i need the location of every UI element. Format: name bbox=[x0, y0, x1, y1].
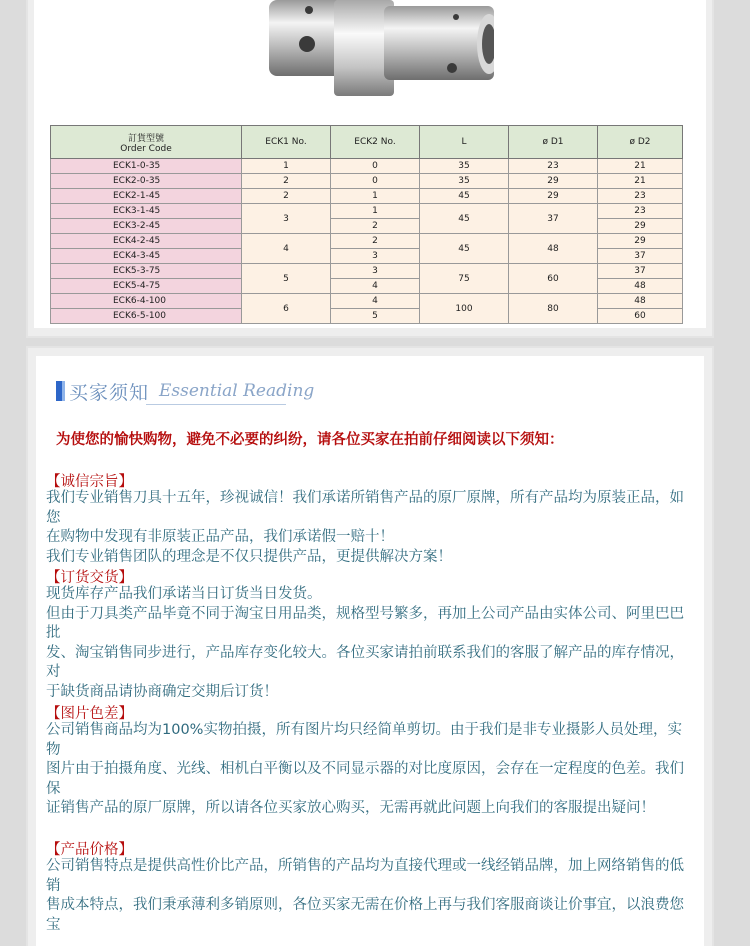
table-row bbox=[51, 159, 683, 174]
notice-title-cn: 买家须知 bbox=[69, 381, 150, 404]
cell-eck1: 1 bbox=[242, 159, 331, 174]
header-d1: ø D1 bbox=[509, 126, 598, 159]
cell-eck1: 5 bbox=[242, 264, 331, 294]
cell-d1: 60 bbox=[509, 264, 598, 294]
cell-eck2: 3 bbox=[331, 264, 420, 279]
notice-header bbox=[56, 378, 314, 404]
section-title: 【图片色差】 bbox=[46, 706, 133, 722]
cell-l: 35 bbox=[420, 159, 509, 174]
section-line: 现货库存产品我们承诺当日订货当日发货。 bbox=[46, 586, 322, 602]
header-underline bbox=[146, 404, 286, 405]
cell-eck2: 2 bbox=[331, 234, 420, 249]
cell-l: 45 bbox=[420, 189, 509, 204]
section-line: 我们专业销售团队的理念是不仅只提供产品，更提供解决方案！ bbox=[46, 548, 452, 565]
section-line: 于缺货商品请协商确定交期后订货！ bbox=[46, 683, 278, 700]
cell-l: 35 bbox=[420, 174, 509, 189]
section-line: 在购物中发现有非原装正品产品，我们承诺假一赔十！ bbox=[46, 529, 394, 545]
section-title: 【诚信宗旨】 bbox=[46, 474, 133, 490]
cell-code: ECK3-2-45 bbox=[51, 219, 242, 234]
cell-eck2: 1 bbox=[331, 189, 420, 204]
cell-l: 100 bbox=[420, 294, 509, 324]
cell-d1: 48 bbox=[509, 234, 598, 264]
cell-eck2: 0 bbox=[331, 174, 420, 189]
section-line: 发、淘宝销售同步进行，产品库存变化较大。各位买家请拍前联系我们的客服了解产品的库存情况，对 bbox=[46, 644, 684, 680]
section-title: 【订货交货】 bbox=[46, 570, 133, 586]
header-l: L bbox=[420, 126, 509, 159]
table-row bbox=[51, 174, 683, 189]
cell-code: ECK4-3-45 bbox=[51, 249, 242, 264]
cell-d1: 80 bbox=[509, 294, 598, 324]
section-body bbox=[46, 857, 686, 935]
cell-eck2: 5 bbox=[331, 309, 420, 324]
section-line: 公司销售商品均为100%实物拍摄，所有图片均只经简单剪切。由于我们是非专业摄影人员处理，实物 bbox=[46, 722, 682, 758]
cell-d2: 23 bbox=[598, 204, 683, 219]
section-line: 图片由于拍摄角度、光线、相机白平衡以及不同显示器的对比度原因，会存在一定程度的色差。我们保 bbox=[46, 761, 684, 797]
section-line: 证销售产品的原厂原牌，所以请各位买家放心购买，无需再就此问题上向我们的客服提出疑问！ bbox=[46, 800, 655, 816]
cell-eck1: 3 bbox=[242, 204, 331, 234]
table-row bbox=[51, 264, 683, 279]
cell-code: ECK5-3-75 bbox=[51, 264, 242, 279]
cell-eck1: 4 bbox=[242, 234, 331, 264]
header-order-code-cn: 訂貨型號 bbox=[127, 133, 164, 144]
section-body bbox=[46, 585, 686, 702]
cell-l: 45 bbox=[420, 234, 509, 264]
cell-d1: 37 bbox=[509, 204, 598, 234]
notice-title-en: Essential Reading bbox=[159, 381, 315, 401]
section-line: 但由于刀具类产品毕竟不同于淘宝日用品类，规格型号繁多，再加上公司产品由实体公司、阿里巴巴批 bbox=[46, 605, 684, 641]
header-eck2: ECK2 No. bbox=[331, 126, 420, 159]
cell-d1: 23 bbox=[509, 159, 598, 174]
section-title: 【产品价格】 bbox=[46, 842, 133, 858]
cell-d1: 29 bbox=[509, 189, 598, 204]
cell-eck2: 1 bbox=[331, 204, 420, 219]
cell-d1: 29 bbox=[509, 174, 598, 189]
table-row bbox=[51, 234, 683, 249]
cell-code: ECK6-4-100 bbox=[51, 294, 242, 309]
cell-d2: 21 bbox=[598, 159, 683, 174]
cell-eck1: 2 bbox=[242, 189, 331, 204]
header-eck1: ECK1 No. bbox=[242, 126, 331, 159]
table-row bbox=[51, 189, 683, 204]
cell-eck2: 4 bbox=[331, 279, 420, 294]
cell-eck1: 6 bbox=[242, 294, 331, 324]
section-body bbox=[46, 721, 686, 819]
cell-d2: 48 bbox=[598, 279, 683, 294]
cell-l: 45 bbox=[420, 204, 509, 234]
spec-table bbox=[50, 125, 683, 324]
notice-intro: 为使您的愉快购物，避免不必要的纠纷，请各位买家在拍前仔细阅读以下须知： bbox=[56, 432, 564, 448]
cell-d2: 23 bbox=[598, 189, 683, 204]
cell-d2: 60 bbox=[598, 309, 683, 324]
cell-l: 75 bbox=[420, 264, 509, 294]
cell-eck1: 2 bbox=[242, 174, 331, 189]
cell-eck2: 0 bbox=[331, 159, 420, 174]
cell-d2: 48 bbox=[598, 294, 683, 309]
cell-code: ECK1-0-35 bbox=[51, 159, 242, 174]
cell-d2: 21 bbox=[598, 174, 683, 189]
cell-code: ECK4-2-45 bbox=[51, 234, 242, 249]
cell-code: ECK3-1-45 bbox=[51, 204, 242, 219]
header-order-code-en: Order Code bbox=[120, 143, 172, 154]
cell-eck2: 4 bbox=[331, 294, 420, 309]
cell-d2: 37 bbox=[598, 264, 683, 279]
cell-code: ECK6-5-100 bbox=[51, 309, 242, 324]
table-row bbox=[51, 294, 683, 309]
section-body bbox=[46, 489, 686, 567]
header-d2: ø D2 bbox=[598, 126, 683, 159]
section-line: 售成本特点，我们秉承薄利多销原则，各位买家无需在价格上再与我们客服商谈让价事宜，以浪费您宝 bbox=[46, 897, 684, 933]
cell-d2: 37 bbox=[598, 249, 683, 264]
cell-d2: 29 bbox=[598, 219, 683, 234]
header-bar-icon bbox=[56, 381, 65, 401]
cell-d2: 29 bbox=[598, 234, 683, 249]
cell-code: ECK5-4-75 bbox=[51, 279, 242, 294]
cell-eck2: 3 bbox=[331, 249, 420, 264]
cell-code: ECK2-0-35 bbox=[51, 174, 242, 189]
table-row bbox=[51, 204, 683, 219]
header-order-code bbox=[51, 126, 242, 159]
cell-code: ECK2-1-45 bbox=[51, 189, 242, 204]
section-line: 公司销售特点是提供高性价比产品，所销售的产品均为直接代理或一线经销品牌，加上网络销售的低销 bbox=[46, 858, 684, 894]
section-line: 我们专业销售刀具十五年，珍视诚信！我们承诺所销售产品的原厂原牌，所有产品均为原装正品，如您 bbox=[46, 490, 684, 526]
table-header-row bbox=[51, 126, 683, 159]
product-image bbox=[234, 0, 494, 100]
cell-eck2: 2 bbox=[331, 219, 420, 234]
